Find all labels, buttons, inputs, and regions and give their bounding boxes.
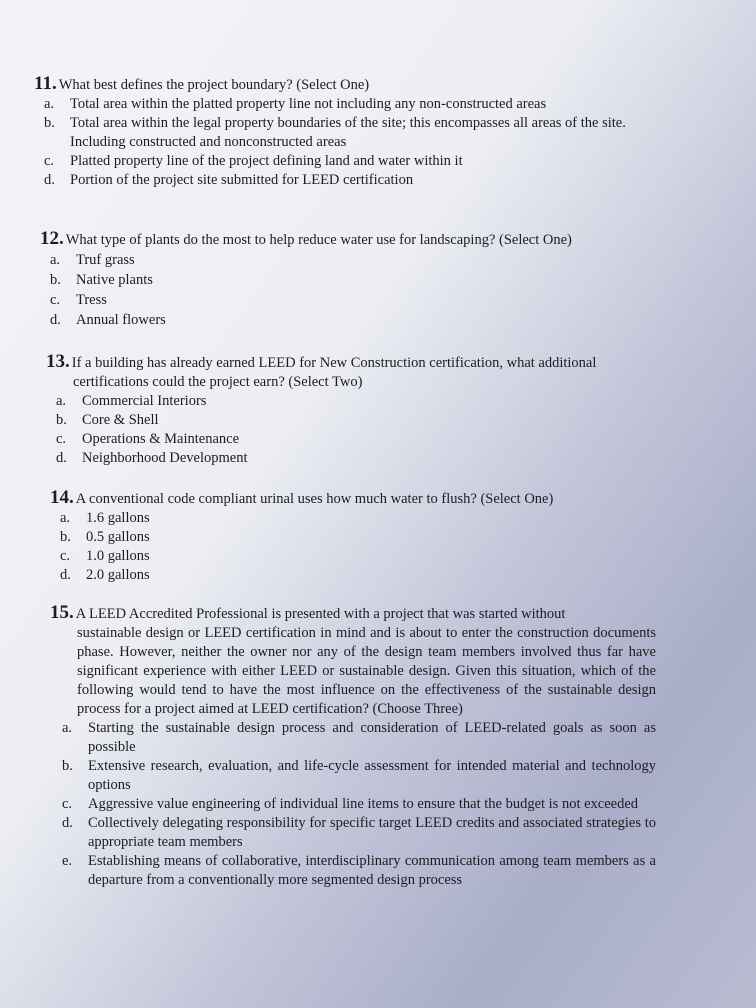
option-a: a. Total area within the platted property line not including any non-constructed areas [44, 96, 547, 112]
option-d: d. Annual flowers [50, 312, 166, 328]
option-list [40, 250, 680, 330]
option-c: c. Operations & Maintenance [56, 431, 240, 447]
option-list [46, 392, 686, 468]
option-d: d. Collectively delegating responsibility for specific target LEED credits and associated strategies to appropriate team members [62, 815, 656, 850]
option-a: a. 1.6 gallons [60, 510, 150, 526]
question-number: 13. [46, 351, 70, 372]
question-prompt [50, 488, 690, 509]
question-text: A conventional code compliant urinal uses how much water to flush? (Select One) [75, 491, 554, 507]
question-number: 11. [34, 73, 57, 94]
option-c: c. 1.0 gallons [60, 548, 150, 564]
option-d: d. 2.0 gallons [60, 567, 150, 583]
question-12 [40, 229, 680, 330]
question-number: 15. [50, 602, 74, 623]
option-list [50, 719, 656, 890]
option-c: c. Aggressive value engineering of individual line items to ensure that the budget is not exceeded [62, 796, 639, 812]
option-b: b. 0.5 gallons [60, 529, 150, 545]
question-11 [34, 74, 674, 190]
option-list [34, 95, 674, 190]
option-b: b. Extensive research, evaluation, and life-cycle assessment for intended material and technology options [62, 758, 656, 793]
question-13 [46, 352, 686, 468]
option-d: d. Portion of the project site submitted for LEED certification [44, 172, 414, 188]
question-text: What type of plants do the most to help reduce water use for landscaping? (Select One) [65, 232, 572, 248]
option-a: a. Starting the sustainable design process and consideration of LEED-related goals as soon as possible [62, 720, 656, 755]
option-b: b. Core & Shell [56, 412, 159, 428]
option-c: c. Platted property line of the project defining land and water within it [44, 153, 463, 169]
question-prompt [34, 74, 674, 95]
option-e: e. Establishing means of collaborative, interdisciplinary communication among team members as a departure from a conventionally more segmented design process [62, 853, 656, 888]
option-b: b. Native plants [50, 272, 153, 288]
option-a: a. Truf grass [50, 252, 135, 268]
question-14 [50, 488, 690, 585]
question-text-continued: sustainable design or LEED certification in mind and is about to enter the construction documents phase. However, neither the owner nor any of the design team members involved thus far have significant experience with either LEED or sustainable design. Given this situation, which of the following would tend to have the most influence on the effectiveness of the sustainable design process for a project aimed at LEED certification? (Choose Three) [77, 625, 656, 717]
question-text: If a building has already earned LEED for New Construction certification, what additional [71, 355, 597, 371]
question-text: A LEED Accredited Professional is presented with a project that was started without [75, 606, 566, 622]
question-prompt [50, 603, 656, 624]
question-number: 12. [40, 228, 64, 249]
question-prompt [46, 352, 686, 373]
option-c: c. Tress [50, 292, 107, 308]
option-d: d. Neighborhood Development [56, 450, 248, 466]
question-prompt [40, 229, 680, 250]
question-text-continued: certifications could the project earn? (Select Two) [73, 374, 363, 390]
option-list [50, 509, 690, 585]
question-number: 14. [50, 487, 74, 508]
question-15 [50, 603, 656, 890]
option-a: a. Commercial Interiors [56, 393, 207, 409]
option-b: b. Total area within the legal property boundaries of the site; this encompasses all areas of the site. Including constructed and nonconstructed areas [44, 115, 626, 150]
question-text: What best defines the project boundary? (Select One) [58, 77, 370, 93]
